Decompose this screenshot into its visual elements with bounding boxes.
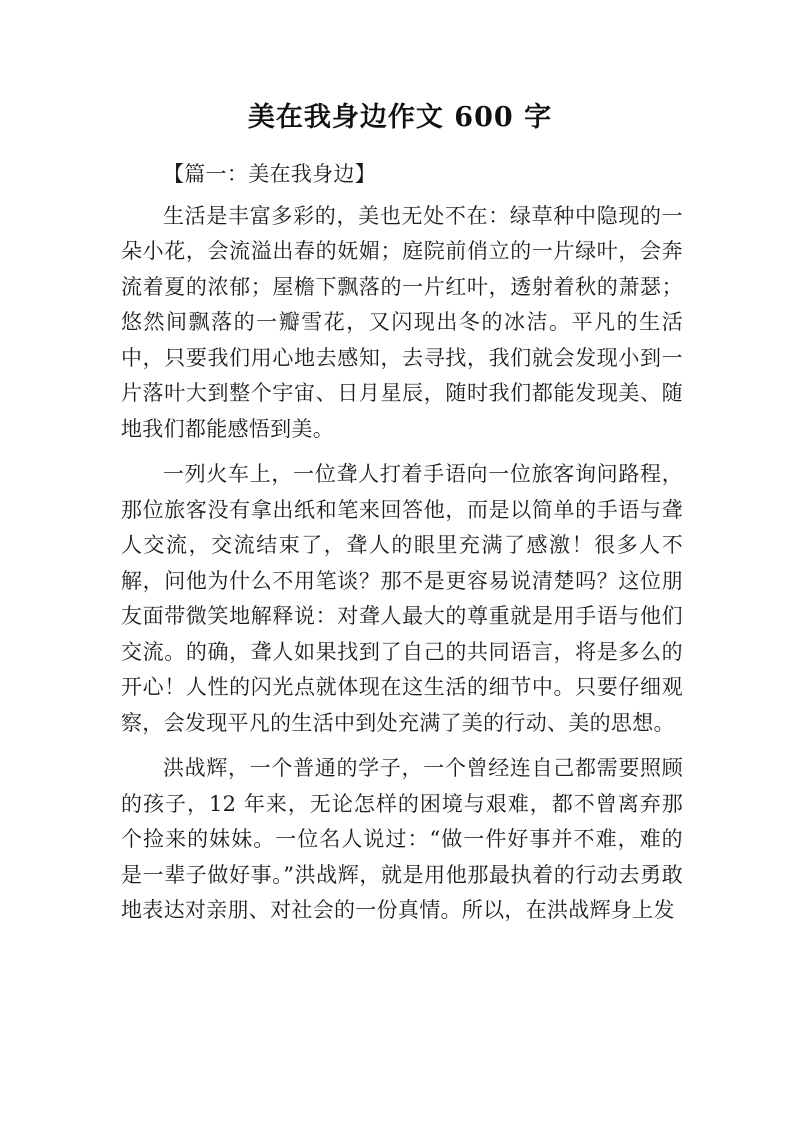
document-body (121, 157, 683, 929)
paragraph-3: 洪战辉，一个普通的学子，一个曾经连自己都需要照顾的孩子，12 年来，无论怎样的困境与艰难，都不曾离弃那个捡来的妹妹。一位名人说过：“做一件好事并不难，难的是一辈子做好事。”洪战辉，就是用他那最执着的行动去勇敢地表达对亲朋、对社会的一份真情。所以，在洪战辉身上发 (121, 756, 683, 922)
section-heading: 【篇一：美在我身边】 (163, 162, 376, 186)
paragraph-2: 一列火车上，一位聋人打着手语向一位旅客询问路程，那位旅客没有拿出纸和笔来回答他，而是以简单的手语与聋人交流，交流结束了，聋人的眼里充满了感激！很多人不解，问他为什么不用笔谈？那不是更容易说清楚吗？这位朋友面带微笑地解释说：对聋人最大的尊重就是用手语与他们交流。的确，聋人如果找到了自己的共同语言，将是多么的开心！人性的闪光点就体现在这生活的细节中。只要仔细观察，会发现平凡的生活中到处充满了美的行动、美的思想。 (121, 462, 683, 735)
document-title: 美在我身边作文 600 字 (247, 102, 553, 133)
paragraph-1: 生活是丰富多彩的，美也无处不在：绿草种中隐现的一朵小花，会流溢出春的妩媚；庭院前俏立的一片绿叶，会奔流着夏的浓郁；屋檐下飘落的一片红叶，透射着秋的萧瑟；悠然间飘落的一瓣雪花，又闪现出冬的冰洁。平凡的生活中，只要我们用心地去感知，去寻找，我们就会发现小到一片落叶大到整个宇宙、日月星辰，随时我们都能发现美、随地我们都能感悟到美。 (121, 203, 683, 441)
